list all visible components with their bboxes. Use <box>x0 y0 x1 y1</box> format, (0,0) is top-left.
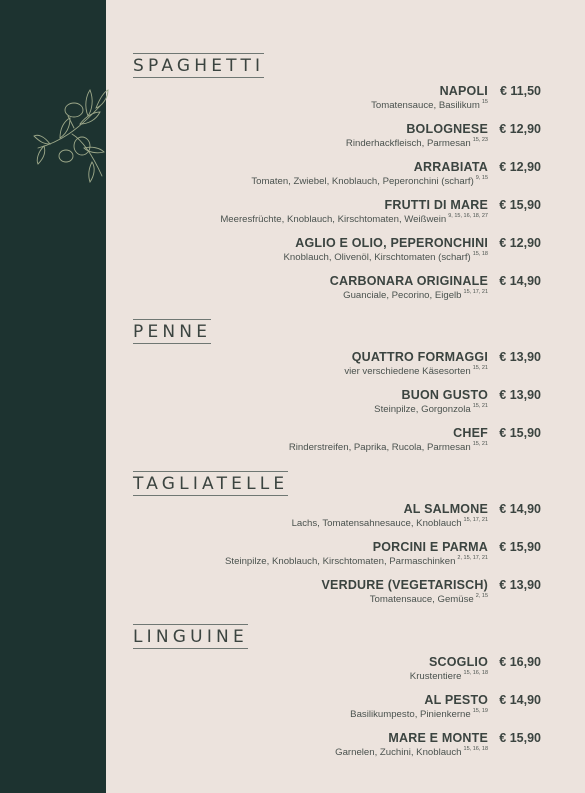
allergen-codes: 2, 15, 17, 21 <box>457 555 488 561</box>
section-linguine <box>133 624 542 649</box>
section-title: TAGLIATELLE <box>133 471 288 496</box>
item-desc: Basilikumpesto, Pinienkerne $^{15, 19}$ <box>350 708 488 720</box>
menu-item <box>133 350 542 380</box>
item-name: VERDURE (VEGETARISCH) <box>321 578 488 592</box>
menu-item <box>133 122 542 152</box>
item-desc: Rinderstreifen, Paprika, Rucola, Parmesan $^{15, 21}$ <box>288 441 488 453</box>
item-desc: Meeresfrüchte, Knoblauch, Kirschtomaten, Weißwein $^{9, 15, 16, 18, 27}$ <box>220 213 488 225</box>
allergen-codes: 15, 21 <box>472 441 488 447</box>
item-desc: Steinpilze, Gorgonzola $^{15, 21}$ <box>374 403 488 415</box>
allergen-codes: 15, 16, 18 <box>463 746 488 752</box>
item-name: BOLOGNESE <box>406 122 488 136</box>
item-desc: Krustentiere $^{15, 16, 18}$ <box>409 670 488 682</box>
item-price: € 16,90 <box>499 655 541 669</box>
allergen-codes: 9, 15 <box>475 175 488 181</box>
item-price: € 15,90 <box>499 731 541 745</box>
allergen-codes: 15, 21 <box>472 403 488 409</box>
item-name: FRUTTI DI MARE <box>384 198 488 212</box>
menu-item <box>133 502 542 532</box>
item-desc: Lachs, Tomatensahnesauce, Knoblauch $^{15, 17, 21}$ <box>291 517 488 529</box>
item-name: SCOGLIO <box>428 655 488 669</box>
allergen-codes: 2, 15 <box>475 593 488 599</box>
allergen-codes: 9, 15, 16, 18, 27 <box>448 213 488 219</box>
item-desc: vier verschiedene Käsesorten $^{15, 21}$ <box>344 365 488 377</box>
item-name: CARBONARA ORIGINALE <box>329 274 488 288</box>
item-price: € 13,90 <box>499 388 541 402</box>
item-desc: Tomatensauce, Gemüse $^{2, 15}$ <box>369 593 488 605</box>
item-name: PORCINI E PARMA <box>372 540 488 554</box>
item-name: AL PESTO <box>424 693 488 707</box>
item-price: € 15,90 <box>499 426 541 440</box>
item-price: € 15,90 <box>499 198 541 212</box>
olive-branch-icon <box>30 76 110 186</box>
item-desc: Rinderhackfleisch, Parmesan $^{15, 23}$ <box>345 137 488 149</box>
allergen-codes: 15, 17, 21 <box>463 517 488 523</box>
item-desc: Garnelen, Zuchini, Knoblauch $^{15, 16, 18}$ <box>335 746 488 758</box>
item-name: MARE E MONTE <box>388 731 488 745</box>
allergen-codes: 15, 23 <box>472 137 488 143</box>
item-name: NAPOLI <box>439 84 488 98</box>
menu-item <box>133 274 542 304</box>
item-price: € 12,90 <box>499 160 541 174</box>
item-price: € 14,90 <box>499 693 541 707</box>
menu-item <box>133 388 542 418</box>
item-desc: Knoblauch, Olivenöl, Kirschtomaten (scharf) $^{15, 18}$ <box>283 251 488 263</box>
item-name: ARRABIATA <box>413 160 488 174</box>
item-price: € 12,90 <box>499 236 541 250</box>
item-desc: Steinpilze, Knoblauch, Kirschtomaten, Parmaschinken $^{2, 15, 17, 21}$ <box>225 555 488 567</box>
item-desc: Tomatensauce, Basilikum $^{15}$ <box>371 99 488 111</box>
section-spaghetti <box>133 53 542 78</box>
item-name: AGLIO E OLIO, PEPERONCHINI <box>295 236 488 250</box>
item-price: € 13,90 <box>499 350 541 364</box>
item-name: BUON GUSTO <box>401 388 488 402</box>
menu-item <box>133 540 542 570</box>
allergen-codes: 15, 19 <box>472 708 488 714</box>
item-price: € 11,50 <box>499 84 541 98</box>
menu-item <box>133 731 542 761</box>
menu-item <box>133 160 542 190</box>
section-title: PENNE <box>133 319 211 344</box>
item-name: QUATTRO FORMAGGI <box>351 350 488 364</box>
item-name: CHEF <box>453 426 488 440</box>
item-price: € 12,90 <box>499 122 541 136</box>
item-price: € 14,90 <box>499 502 541 516</box>
menu-item <box>133 236 542 266</box>
menu-item <box>133 693 542 723</box>
menu-item <box>133 84 542 114</box>
section-title: LINGUINE <box>133 624 248 649</box>
allergen-codes: 15, 16, 18 <box>463 670 488 676</box>
section-tagliatelle <box>133 471 542 496</box>
item-desc: Tomaten, Zwiebel, Knoblauch, Peperonchini (scharf) $^{9, 15}$ <box>251 175 488 187</box>
item-price: € 13,90 <box>499 578 541 592</box>
menu-item <box>133 655 542 685</box>
allergen-codes: 15, 18 <box>472 251 488 257</box>
menu-item <box>133 426 542 456</box>
section-title: SPAGHETTI <box>133 53 264 78</box>
allergen-codes: 15, 21 <box>472 365 488 371</box>
allergen-codes: 15 <box>481 99 488 105</box>
item-desc: Guanciale, Pecorino, Eigelb $^{15, 17, 21}$ <box>343 289 488 301</box>
item-price: € 14,90 <box>499 274 541 288</box>
item-name: AL SALMONE <box>403 502 488 516</box>
item-price: € 15,90 <box>499 540 541 554</box>
menu-item <box>133 198 542 228</box>
allergen-codes: 15, 17, 21 <box>463 289 488 295</box>
menu-item <box>133 578 542 608</box>
section-penne <box>133 319 542 344</box>
